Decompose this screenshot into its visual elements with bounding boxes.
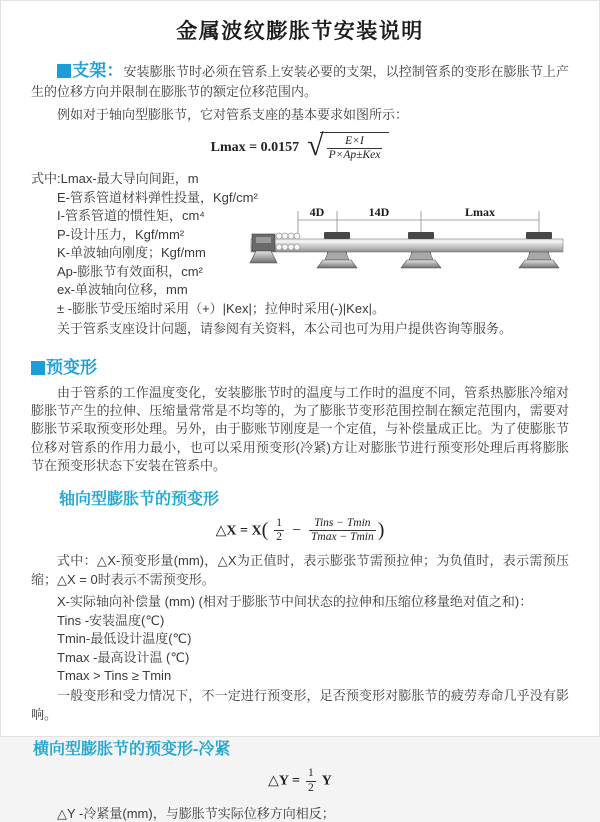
lateral-formula-lhs: △Y = (268, 773, 300, 789)
lateral-formula-rhs: Y (321, 773, 332, 789)
support-example-line: 例如对于轴向型膨胀节，它对管系支座的基本要求如图所示： (57, 106, 409, 122)
temperature-fraction: $\frac{\text{Tins − Tmin}}{Tmax - Tmin}$ (311, 516, 374, 544)
axial-item: Tmax -最高设计温 (℃) (57, 649, 190, 665)
radical-sign: √ $\frac{E\times I}{\text{P×Ap±Kex}}$ (307, 132, 389, 162)
lateral-formula (31, 767, 569, 794)
definition-line: ± -膨胀节受压缩时采用（+）|Kex|；拉伸时采用(-)|Kex|。 (57, 300, 385, 316)
lmax-formula-lhs: Lmax = 0.0157 (210, 139, 300, 155)
page-title: 金属波纹膨胀节安装说明 (176, 20, 424, 43)
support-note-line: 关于管系支座设计问题，请参阅有关资料，本公司也可为用户提供咨询等服务。 (57, 321, 513, 337)
axial-formula: △X = X( $\frac{1}{2}$ − $\frac{\text{Tins − Tmin}}{Tmax - Tmin}$ ) (215, 516, 385, 544)
one-half-fraction: $\frac{1}{2}$ (276, 516, 282, 544)
lmax-formula (31, 129, 569, 163)
anchor-support (250, 234, 277, 263)
predeform-section-heading: 预变形 (31, 353, 569, 378)
definition-line: 式中:Lmax-最大导向间距，m (31, 171, 199, 187)
definition-line: ex-单波轴向位移，mm (57, 282, 188, 298)
definition-line: Ap-膨胀节有效面积，cm² (57, 263, 203, 279)
definition-line: E-管系管道材料弹性投量，Kgf/cm² (57, 189, 258, 205)
axial-subsection-heading: 轴向型膨胀节的预变形 (59, 490, 220, 508)
blue-square-marker (31, 361, 45, 375)
axial-explain-paragraph: 式中：△X-预变形量(mm)，△X为正值时，表示膨张节需预拉伸；为负值时，表示需预压缩；△X = 0时表示不需预变形。 (31, 553, 569, 587)
axial-item: Tins -安装温度(℃) (57, 612, 165, 628)
axial-formula-lhs: △X = X (215, 523, 262, 539)
blue-square-marker (57, 64, 71, 78)
diagram-label-lmax: Lmax (465, 205, 495, 220)
axial-note-line: 一般变形和受力情况下，不一定进行预变形，足否预变形对膨胀节的疲劳寿命几乎没有影响。 (31, 688, 569, 722)
axial-item: Tmax > Tins ≥ Tmin (57, 667, 172, 683)
diagram-label-14d: 14D (368, 205, 390, 220)
definitions-and-diagram (31, 170, 569, 318)
definition-line: K-单波轴向刚度；Kgf/mm (57, 245, 206, 261)
predeform-body-paragraph: 由于管系的工作温度变化，安装膨胀节时的温度与工作时的温度不同，管系热膨胀冷缩对膨胀节产生的拉伸、压缩量常常是不均等的，为了膨胀节变形范围控制在额定范围内，需要对膨胀节采取预变形处理。另外，由于膨账节刚度是一个定值，与补偿量成正比。为了使膨胀节位移对管系的作用力最小，也可以采用预变形(冷紧)方让对膨胀节进行预变形处理后再将膨胀节在预变形状态下安装在管系中。 (31, 384, 569, 474)
pipe-support-diagram (249, 203, 599, 295)
lmax-formula-denominator: P×Ap±Kex (328, 149, 381, 162)
axial-item: X-实际轴向补偿量 (mm) (相对于膨胀节中间状态的拉伸和压缩位移量绝对值之和)： (57, 594, 533, 610)
diagram-label-4d: 4D (309, 205, 325, 220)
support-intro-text: 安装膨胀节时必须在管系上安装必要的支架，以控制管系的变形在膨胀节上产生的位移方向并限制在膨胀节的额定位移范围内。 (31, 64, 569, 100)
lateral-note-line: △Y -冷紧量(mm)，与膨胀节实际位移方向相反； (57, 805, 335, 821)
one-half-fraction: $\frac{1}{2}$ (307, 767, 314, 794)
support-section-heading: 支架： (72, 61, 124, 80)
support-intro-paragraph (31, 59, 569, 102)
definition-line: I-管系管道的惯性矩，cm⁴ (57, 208, 205, 224)
lateral-subsection-heading: 横向型膨胀节的预变形-冷紧 (33, 741, 231, 759)
lmax-formula-numerator: E×I (345, 135, 364, 148)
axial-item: Tmin-最低设计温度(℃) (57, 631, 192, 647)
definition-line: P-设计压力，Kgf/mm² (57, 226, 185, 242)
